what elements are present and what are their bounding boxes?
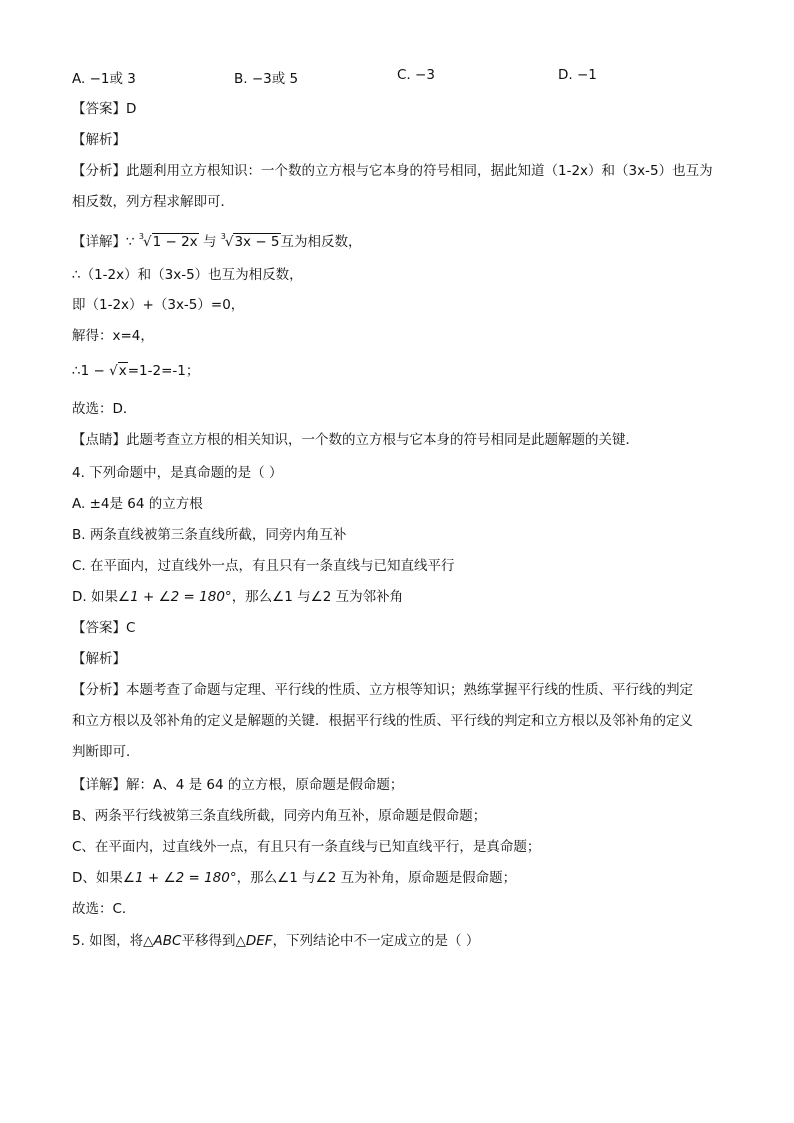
q4-answer-line: 【答案】C [72,620,136,636]
q3-step2: 即（1-2x）+（3x-5）=0， [72,297,245,313]
answer-value: C [126,620,136,636]
q4-xiangjie-a: 【详解】解：A、4 是 64 的立方根，原命题是假命题； [72,777,404,793]
xiangjie-tag: 【详解】 [72,234,126,250]
q4-fenxi-line3: 判断即可． [72,744,140,760]
q3-fenxi-line2: 相反数，列方程求解即可． [72,194,234,210]
triangle-abc: △ABC [143,933,182,949]
q3-dianjing: 【点睛】此题考查立方根的相关知识，一个数的立方根与它本身的符号相同是此题解题的关键． [72,432,639,448]
q3-fenxi-line1: 【分析】此题利用立方根知识：一个数的立方根与它本身的符号相同，据此知道（1-2x）和（3x-5）也互为 [72,163,713,179]
dianjing-tag: 【点睛】 [72,432,126,448]
q3-step3: 解得：x=4， [72,328,154,344]
cube-root-1: $^3$√1 − 2x [138,232,198,250]
option-d: D. −1 [558,67,597,83]
q3-xiangjie-line: 【详解】∵ $^3$√1 − 2x 与 $^3$√3x − 5互为相反数， [72,228,734,251]
q4-option-d: D. 如果∠1 + ∠2 = 180°，那么∠1 与∠2 互为邻补角 [72,589,404,605]
q4-fenxi-line2: 和立方根以及邻补角的定义是解题的关键．根据平行线的性质、平行线的判定和立方根以及邻补角的定义 [72,713,693,729]
q4-xiangjie-b: B、两条平行线被第三条直线所截，同旁内角互补，原命题是假命题； [72,808,487,824]
option-c: C. −3 [397,67,435,83]
q4-fenxi-line1: 【分析】本题考查了命题与定理、平行线的性质、立方根等知识；熟练掌握平行线的性质、平行线的判定 [72,682,693,698]
sqrt-x: √x [109,363,127,379]
q4-analysis-heading: 【解析】 [72,651,126,667]
q3-analysis-heading: 【解析】 [72,132,126,148]
q5-stem: 5. 如图，将△ABC平移得到△DEF，下列结论中不一定成立的是（ ） [72,933,480,949]
triangle-def: △DEF [235,933,273,949]
answer-tag: 【答案】 [72,101,126,117]
q4-xiangjie-d: D、如果∠1 + ∠2 = 180°，那么∠1 与∠2 互为补角，原命题是假命题； [72,870,517,886]
q4-option-c: C. 在平面内，过直线外一点，有且只有一条直线与已知直线平行 [72,558,455,574]
q3-step1: ∴（1-2x）和（3x-5）也互为相反数， [72,267,303,283]
q3-choice: 故选：D． [72,401,137,417]
answer-value: D [126,101,137,117]
q4-xiangjie-c: C、在平面内，过直线外一点，有且只有一条直线与已知直线平行，是真命题； [72,839,541,855]
q4-option-b: B. 两条直线被第三条直线所截，同旁内角互补 [72,527,347,543]
q3-answer-line [72,100,734,118]
q4-option-a: A. ±4是 64 的立方根 [72,496,203,512]
q3-step4: ∴1 − √x=1-2=-1； [72,363,200,379]
option-b: B. −3或 5 [234,71,299,87]
fenxi-tag: 【分析】 [72,163,126,179]
q4-choice: 故选：C． [72,901,136,917]
option-a: A. −1或 3 [72,71,136,87]
q4-stem: 4. 下列命题中，是真命题的是（ ） [72,465,283,481]
cube-root-2: $^3$√3x − 5 [220,232,280,250]
